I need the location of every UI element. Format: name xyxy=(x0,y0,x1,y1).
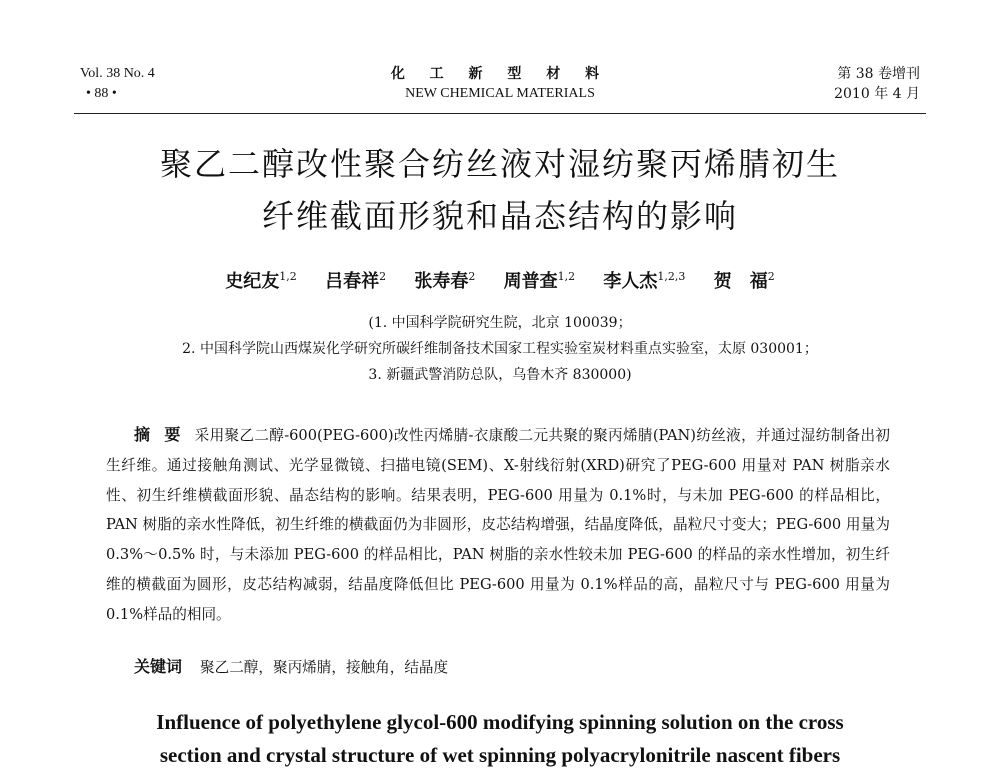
journal-name-en: NEW CHEMICAL MATERIALS xyxy=(405,86,595,101)
volume-number: Vol. 38 No. 4 xyxy=(80,66,155,81)
title-line-2: 纤维截面形貌和晶态结构的影响 xyxy=(261,197,738,235)
page-header xyxy=(80,64,920,114)
author: 史纪友$^{1,2}$ xyxy=(225,270,297,292)
title-line-1: 聚乙二醇改性聚合纺丝液对湿纺聚丙烯腈初生 xyxy=(159,145,840,183)
affiliation-1: (1. 中国科学院研究生院，北京 100039； xyxy=(368,315,632,331)
author: 吕春祥$^2$ xyxy=(325,270,387,292)
issue-info xyxy=(834,64,920,104)
abstract-text: 采用聚乙二醇-600(PEG-600)改性丙烯腈-衣康酸二元共聚的聚丙烯腈(PAN)纺丝液，并通过湿纺制备出初生纤维。通过接触角测试、光学显微镜、扫描电镜(SEM)、X-射线衍射(XRD)研究了PEG-600 用量对 PAN 树脂亲水性、初生纤维横截面形貌、晶态结构的影响。结果表明，PEG-600 用量为 0.1%时，与未加 PEG-600 的样品相比，PAN 树脂的亲水性降低，初生纤维的横截面仍为非圆形，皮芯结构增强，结晶度降低，晶粒尺寸变大；PEG-600 用量为 0.3%～0.5% 时，与未添加 PEG-600 的样品相比，PAN 树脂的亲水性较未加 PEG-600 的样品的亲水性增加，初生纤维的横截面为圆形，皮芯结构减弱，结晶度降低但比 PEG-600 用量为 0.1%样品的高，晶粒尺寸与 PEG-600 用量为 0.1%样品的相同。 xyxy=(106,427,890,623)
issue-date: 2010 年 4 月 xyxy=(834,86,920,102)
page-number: • 88 • xyxy=(86,86,117,101)
article-title-zh xyxy=(60,138,940,242)
abstract-label: 摘要 xyxy=(134,425,195,444)
keywords-text: 聚乙二醇，聚丙烯腈，接触角，结晶度 xyxy=(200,659,449,676)
affiliation-3: 3. 新疆武警消防总队，乌鲁木齐 830000) xyxy=(368,367,632,383)
keywords xyxy=(134,655,894,680)
journal-name-zh: 化 工 新 型 材 料 xyxy=(390,66,610,82)
author: 张寿春$^2$ xyxy=(414,270,476,292)
issue-volume: 第 38 卷增刊 xyxy=(837,66,920,82)
article-title-en xyxy=(60,706,940,772)
author-list xyxy=(60,264,940,295)
keywords-label: 关键词 xyxy=(134,657,183,676)
author: 李人杰$^{1,2,3}$ xyxy=(603,270,686,292)
author: 贺 福$^2$ xyxy=(713,270,775,292)
en-title-line-2: section and crystal structure of wet spinning polyacrylonitrile nascent fibers xyxy=(159,743,841,767)
author: 周普查$^{1,2}$ xyxy=(503,270,576,292)
journal-name xyxy=(80,64,920,104)
affiliation-2: 2. 中国科学院山西煤炭化学研究所碳纤维制备技术国家工程实验室炭材料重点实验室，太原 030001； xyxy=(182,341,818,357)
affiliations xyxy=(60,310,940,388)
header-rule xyxy=(74,113,926,114)
en-title-line-1: Influence of polyethylene glycol-600 modifying spinning solution on the cross xyxy=(156,710,844,734)
abstract xyxy=(106,420,890,630)
